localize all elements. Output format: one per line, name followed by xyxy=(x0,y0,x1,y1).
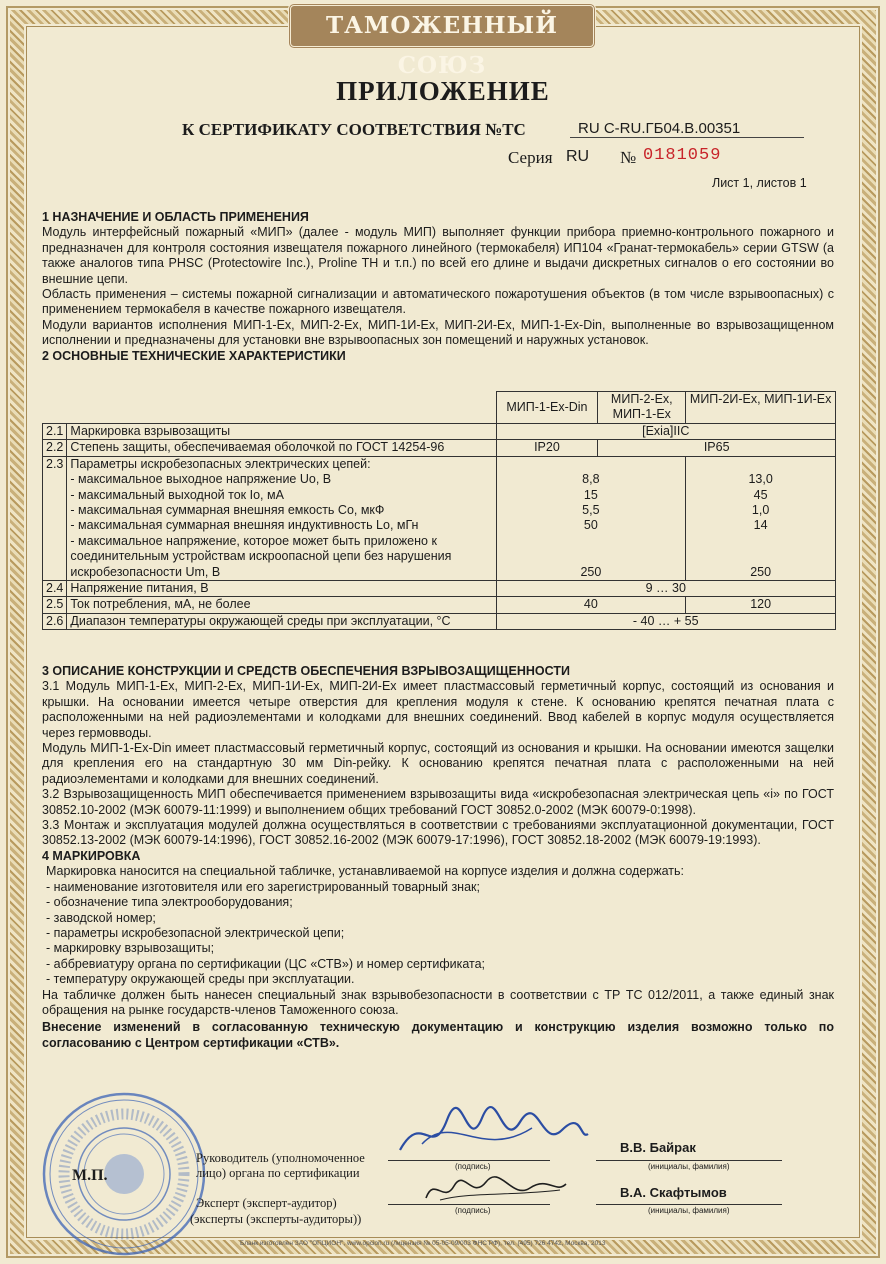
section-1-p2: Область применения – системы пожарной сигнализации и автоматического пожаротушения объектов (в том числе взрывоопасных) с применением термокабеля в качестве пожарного извещателя. xyxy=(42,287,834,317)
param-value: 15 xyxy=(583,487,598,502)
param-values-a xyxy=(496,456,686,580)
series-value: RU xyxy=(566,148,590,165)
param-values-b xyxy=(686,456,836,580)
expert-name-line xyxy=(596,1204,782,1205)
head-label: лицо) органа по сертификации xyxy=(196,1166,360,1180)
param-value: 1,0 xyxy=(751,503,770,518)
series-label: Серия xyxy=(508,148,553,167)
document-title: ПРИЛОЖЕНИЕ xyxy=(336,76,550,106)
row-value: 9 … 30 xyxy=(496,581,836,597)
param-value: 14 xyxy=(753,518,768,533)
param-value: 13,0 xyxy=(748,472,773,487)
row-number: 2.6 xyxy=(43,613,67,629)
customs-union-badge: ТАМОЖЕННЫЙ СОЮЗ xyxy=(288,3,596,49)
certificate-number: RU C-RU.ГБ04.В.00351 xyxy=(570,120,804,138)
table-row xyxy=(43,581,836,597)
marking-item: - параметры искробезопасной электрической цепи; xyxy=(46,925,345,940)
marking-item: - заводской номер; xyxy=(46,910,156,925)
expert-label: (эксперты (эксперты-аудиторы)) xyxy=(190,1212,362,1226)
table-row xyxy=(43,613,836,629)
param-value: 5,5 xyxy=(582,503,600,518)
row-value: IP20 xyxy=(496,440,598,456)
section-4-end: На табличке должен быть нанесен специальный знак взрывобезопасности в соответствии с ТР ТС 012/2011, а также единый знак обращения на рынке государств-членов Таможенного союза. xyxy=(42,987,834,1017)
marking-item: - маркировку взрывозащиты; xyxy=(46,941,215,956)
head-name-line xyxy=(596,1160,782,1161)
table-header-row xyxy=(43,392,836,424)
row-value: IP65 xyxy=(598,440,836,456)
section-3-heading: 3 ОПИСАНИЕ КОНСТРУКЦИИ И СРЕДСТВ ОБЕСПЕЧЕНИЯ ВЗРЫВОЗАЩИЩЕННОСТИ xyxy=(42,664,570,678)
section-3-p4: 3.3 Монтаж и эксплуатация модулей должна осуществляться в соответствии с требованиями эксплуатационной документации, ГОСТ 30852.13-2002 (МЭК 60079-14:1996), ГОСТ 30852.16-2002 (МЭК 60079-17:1996), ГОСТ 30852.18-2002 (МЭК 60079-19:1993). xyxy=(42,818,834,848)
table-row xyxy=(43,597,836,613)
row-value: 40 xyxy=(496,597,686,613)
row-label: Диапазон температуры окружающей среды при эксплуатации, °С xyxy=(67,613,496,629)
row-label: Напряжение питания, В xyxy=(67,581,496,597)
section-2-heading: 2 ОСНОВНЫЕ ТЕХНИЧЕСКИЕ ХАРАКТЕРИСТИКИ xyxy=(42,348,346,363)
name-caption: (инициалы, фамилия) xyxy=(648,1206,730,1215)
section-3-p3: 3.2 Взрывозащищенность МИП обеспечивается применением взрывозащиты вида «искробезопасная электрическая цепь «i» по ГОСТ 30852.10-2002 (МЭК 60079-11:1999) и выполнением общих требований ГОСТ 30852.0-2002 (МЭК 60079-0:1998). xyxy=(42,787,834,817)
name-caption: (инициалы, фамилия) xyxy=(648,1162,730,1171)
row-label xyxy=(67,456,496,580)
table-row xyxy=(43,456,836,580)
marking-item: - аббревиатуру органа по сертификации (ЦС «СТВ») и номер сертификата; xyxy=(46,956,486,971)
col-header: МИП-2И-Ex, МИП-1И-Ex xyxy=(686,392,836,424)
expert-name: В.А. Скафтымов xyxy=(620,1185,727,1200)
border-inner xyxy=(26,26,860,1238)
param-value: 8,8 xyxy=(582,472,600,487)
subtitle: К СЕРТИФИКАТУ СООТВЕТСТВИЯ №ТС xyxy=(182,120,526,139)
spec-table xyxy=(42,391,836,630)
sig-caption: (подпись) xyxy=(455,1162,491,1171)
table-row xyxy=(43,424,836,440)
section-1-p1: Модуль интерфейсный пожарный «МИП» (далее - модуль МИП) выполняет функции прибора приемно-контрольного пожарного и предназначен для контроля состояния извещателя пожарного линейного (термокабеля) ИП104 «Гранат-термокабель» серии GTSW (а также аналогов типа PHSC (Protectowire Inc.), Proline TH и т.п.) по всей его длине и выдачи дискретных сигналов о его состоянии во внешние цепи. xyxy=(42,225,834,286)
number-label: № xyxy=(620,148,637,167)
section-3 xyxy=(42,664,834,1051)
row-label: Ток потребления, мА, не более xyxy=(67,597,496,613)
head-signature-line xyxy=(388,1160,550,1161)
row-label: Маркировка взрывозащиты xyxy=(67,424,496,440)
row-value: [Exia]IIC xyxy=(496,424,836,440)
row-number: 2.4 xyxy=(43,581,67,597)
section-3-p1: 3.1 Модуль МИП-1-Ex, МИП-2-Ex, МИП-1И-Ex, МИП-2И-Ex имеет пластмассовый герметичный корпус, состоящий из основания и крышки. На основании имеется четыре отверстия для крепления модуля к стене. К основанию крепятся печатная плата с расположенными на ней радиоэлементами и колодками для внешних соединений. Ввод кабелей в корпус модуля осуществляется через гермовводы. xyxy=(42,679,834,740)
seal-label: М.П. xyxy=(72,1167,108,1184)
col-header: МИП-1-Ex-Din xyxy=(496,392,598,424)
param-item: - максимальная суммарная внешняя емкость Co, мкФ xyxy=(70,503,385,518)
param-item: - максимальное выходное напряжение Uo, В xyxy=(70,472,332,487)
head-name: В.В. Байрак xyxy=(620,1140,696,1155)
section-3-p2: Модуль МИП-1-Ex-Din имеет пластмассовый герметичный корпус, состоящий из основания и крышки. На основании имеются защелки для крепления его на стандартную 30 мм Din-рейку. К основанию крепятся печатная плата с расположенными на ней радиоэлементами и колодками для внешних соединений. xyxy=(42,741,834,786)
marking-item: - обозначение типа электрооборудования; xyxy=(46,895,293,910)
signature-head-icon xyxy=(392,1100,592,1164)
section-4-intro: Маркировка наносится на специальной табличке, устанавливаемой на корпусе изделия и должна содержать: xyxy=(46,864,684,879)
param-item: - максимальный выходной ток Io, мА xyxy=(70,487,284,502)
marking-item: - температуру окружающей среды при эксплуатации. xyxy=(46,972,355,987)
param-value: 250 xyxy=(750,564,772,579)
marking-item: - наименование изготовителя или его зарегистрированный товарный знак; xyxy=(46,879,480,894)
sig-caption: (подпись) xyxy=(455,1206,491,1215)
section-4-heading: 4 МАРКИРОВКА xyxy=(42,848,141,863)
expert-signature-line xyxy=(388,1204,550,1205)
seal-stamp-icon xyxy=(40,1090,208,1258)
param-heading: Параметры искробезопасных электрических цепей: xyxy=(70,456,371,471)
row-number: 2.3 xyxy=(43,456,67,580)
section-1-heading: 1 НАЗНАЧЕНИЕ И ОБЛАСТЬ ПРИМЕНЕНИЯ xyxy=(42,210,309,224)
blank-number: 0181059 xyxy=(643,146,722,165)
row-number: 2.1 xyxy=(43,424,67,440)
row-value: 120 xyxy=(686,597,836,613)
section-1-p3: Модули вариантов исполнения МИП-1-Ex, МИП-2-Ex, МИП-1И-Ex, МИП-2И-Ex, МИП-1-Ex-Din, выполненные во взрывозащищенном исполнении и предназначены для установки вне взрывоопасных зон помещений и наружных установок. xyxy=(42,317,834,348)
head-label: Руководитель (уполномоченное xyxy=(196,1151,365,1165)
param-value: 50 xyxy=(583,518,598,533)
col-header: МИП-2-Ex, МИП-1-Ex xyxy=(598,392,686,424)
row-label: Степень защиты, обеспечиваемая оболочкой по ГОСТ 14254-96 xyxy=(67,440,496,456)
row-value: - 40 … + 55 xyxy=(496,613,836,629)
section-1 xyxy=(42,210,834,364)
expert-label: Эксперт (эксперт-аудитор) xyxy=(196,1196,337,1210)
param-item: - максимальная суммарная внешняя индуктивность Lo, мГн xyxy=(70,518,419,533)
table-row xyxy=(43,440,836,456)
row-number: 2.5 xyxy=(43,597,67,613)
sheet-info: Лист 1, листов 1 xyxy=(712,176,807,190)
row-number: 2.2 xyxy=(43,440,67,456)
param-value: 45 xyxy=(753,487,768,502)
blank-footer: Бланк изготовлен ЗАО "ОПЦИОН", www.opcion.ru (лицензия № 05-05-09/003 ФНС РФ), тел. (495) 726 4742, Москва, 2013 xyxy=(240,1240,606,1247)
param-value: 250 xyxy=(580,564,602,579)
change-note: Внесение изменений в согласованную техническую документацию и конструкцию изделия возможно только по согласованию с Центром сертификации «СТВ». xyxy=(42,1020,834,1050)
param-item: - максимальное напряжение, которое может быть приложено к соединительным устройствам искроопасной цепи без нарушения искробезопасности Um, В xyxy=(70,533,452,579)
